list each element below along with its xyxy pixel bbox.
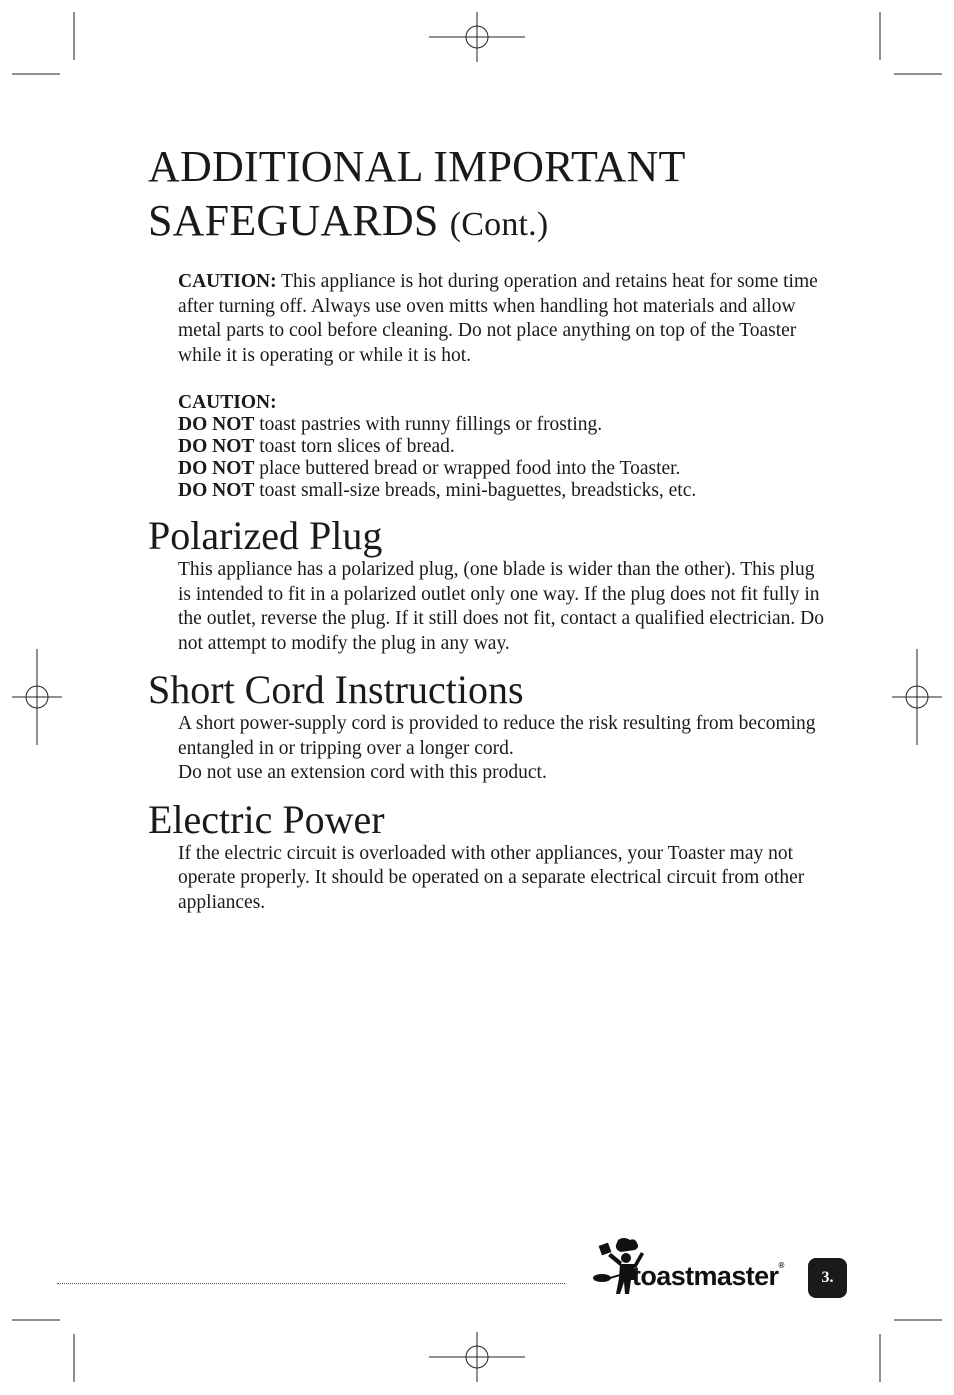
do-not-label: DO NOT bbox=[178, 458, 255, 479]
caution-label-2: CAUTION: bbox=[178, 392, 277, 413]
caution-text: This appliance is hot during operation and retains heat for some time after turning off. Always use oven mitts when handling hot materials and allow metal parts to cool before cleaning. Do not place anything on top of the Toaster while it is operating or while it is hot. bbox=[178, 271, 818, 366]
page-number-badge: 3. bbox=[808, 1258, 847, 1298]
polarized-plug-text bbox=[178, 558, 828, 656]
do-not-list bbox=[178, 392, 828, 502]
polarized-plug-heading: Polarized Plug bbox=[148, 513, 383, 558]
caution-paragraph bbox=[178, 270, 828, 368]
list-item bbox=[178, 414, 828, 436]
list-item bbox=[178, 480, 828, 502]
do-not-item-text: toast small-size breads, mini-baguettes, breadsticks, etc. bbox=[259, 480, 697, 501]
footer-dotted-rule bbox=[57, 1283, 565, 1284]
do-not-label: DO NOT bbox=[178, 436, 255, 457]
registered-mark: ® bbox=[778, 1261, 784, 1270]
do-not-label: DO NOT bbox=[178, 480, 255, 501]
brand-logo bbox=[632, 1261, 784, 1292]
caution-label: CAUTION: bbox=[178, 271, 277, 292]
do-not-item-text: toast pastries with runny fillings or frosting. bbox=[259, 414, 603, 435]
page-title bbox=[148, 140, 828, 252]
page-title-cont: (Cont.) bbox=[449, 206, 549, 243]
do-not-item-text: toast torn slices of bread. bbox=[259, 436, 455, 457]
page-content bbox=[148, 140, 828, 915]
short-cord-paragraph-2: Do not use an extension cord with this product. bbox=[178, 762, 547, 783]
do-not-item-text: place buttered bread or wrapped food into the Toaster. bbox=[259, 458, 681, 479]
do-not-label: DO NOT bbox=[178, 414, 255, 435]
short-cord-text bbox=[178, 712, 828, 786]
electric-power-paragraph: If the electric circuit is overloaded with other appliances, your Toaster may not operate properly. It should be operated on a separate electrical circuit from other appliances. bbox=[178, 842, 805, 913]
electric-power-text bbox=[178, 842, 828, 916]
page-title-text: ADDITIONAL IMPORTANT SAFEGUARDS bbox=[148, 142, 685, 245]
short-cord-paragraph-1: A short power-supply cord is provided to reduce the risk resulting from becoming entangled in or tripping over a longer cord. bbox=[178, 713, 816, 759]
list-item bbox=[178, 458, 828, 480]
brand-name: toastmaster bbox=[632, 1261, 779, 1291]
electric-power-heading: Electric Power bbox=[148, 796, 385, 842]
list-item bbox=[178, 436, 828, 458]
short-cord-heading: Short Cord Instructions bbox=[148, 667, 524, 712]
polarized-plug-paragraph: This appliance has a polarized plug, (one blade is wider than the other). This plug is intended to fit in a polarized outlet only one way. If the plug does not fit fully in the outlet, reverse the plug. If it still does not fit, contact a qualified electrician. Do not attempt to modify the plug in any way. bbox=[178, 559, 824, 654]
